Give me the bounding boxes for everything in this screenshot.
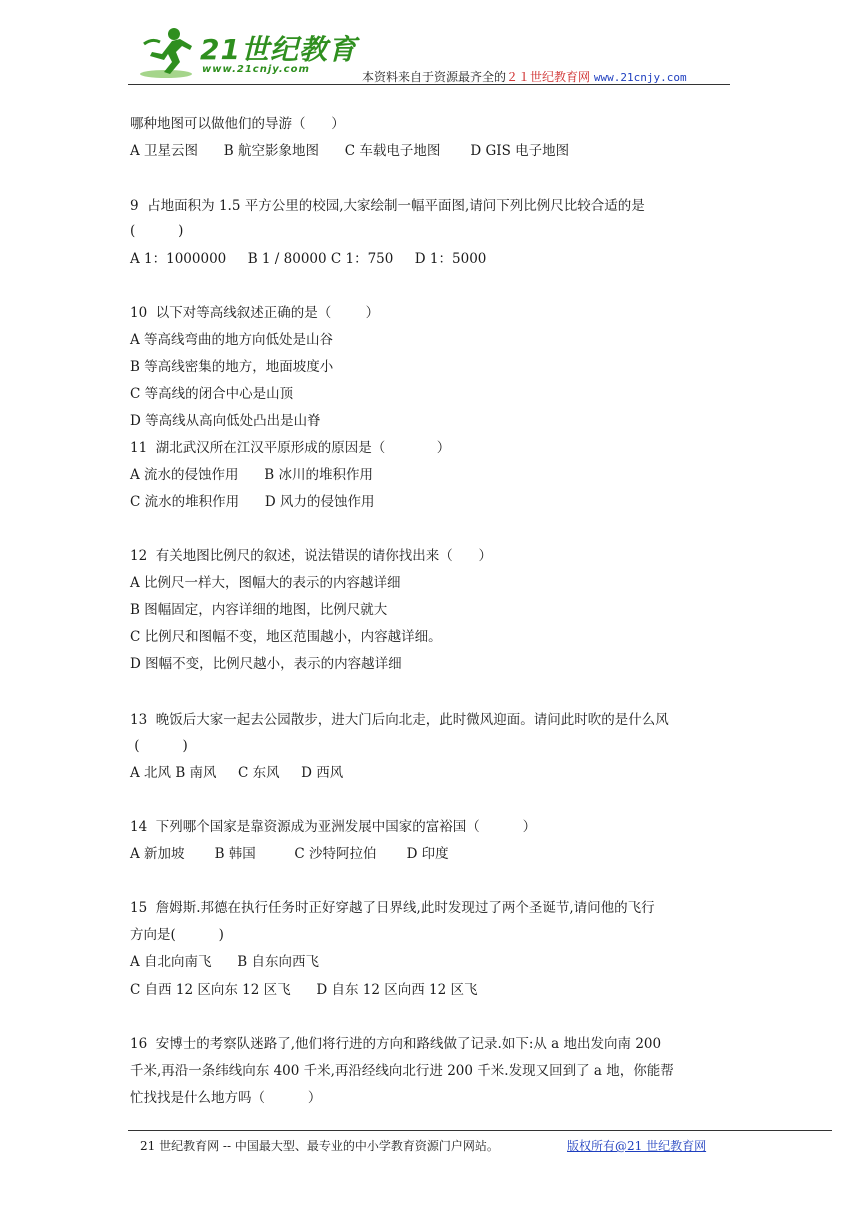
question-12-stem: 12 有关地图比例尺的叙述，说法错误的请你找出来（ ）	[130, 548, 493, 564]
question-11-stem: 11 湖北武汉所在江汉平原形成的原因是（ ）	[130, 440, 451, 456]
header-divider	[128, 84, 730, 85]
question-12-option-b: B 图幅固定，内容详细的地图，比例尺就大	[130, 602, 388, 618]
question-16-stem-end: 忙找找是什么地方吗（ ）	[130, 1090, 322, 1106]
running-figure-icon	[138, 24, 198, 80]
header-source-note	[362, 68, 687, 85]
question-14-options: A 新加坡 B 韩国 C 沙特阿拉伯 D 印度	[130, 846, 449, 862]
question-12-option-c: C 比例尺和图幅不变，地区范围越小，内容越详细。	[130, 629, 442, 645]
question-15-options-cd: C 自西 12 区向东 12 区飞 D 自东 12 区向西 12 区飞	[130, 982, 478, 998]
question-11-options-cd: C 流水的堆积作用 D 风力的侵蚀作用	[130, 494, 375, 510]
footer-divider	[128, 1130, 832, 1131]
question-8-stem-line: 哪种地图可以做他们的导游（ ）	[130, 116, 345, 132]
question-8-options: A 卫星云图 B 航空影象地图 C 车载电子地图 D GIS 电子地图	[130, 143, 570, 159]
question-13-answer-blank: ( )	[130, 738, 188, 754]
logo-brand-text: 21世纪教育	[200, 33, 357, 66]
question-9-options: A 1：1000000 B 1 / 80000 C 1：750 D 1：5000	[130, 251, 487, 267]
question-10-option-b: B 等高线密集的地方，地面坡度小	[130, 359, 334, 375]
question-15-stem-continued: 方向是( )	[130, 927, 224, 943]
question-15-options-ab: A 自北向南飞 B 自东向西飞	[130, 954, 319, 970]
question-12-option-a: A 比例尺一样大，图幅大的表示的内容越详细	[130, 575, 401, 591]
question-10-option-d: D 等高线从高向低处凸出是山脊	[130, 413, 321, 429]
question-9-answer-blank: ( )	[130, 223, 184, 239]
header-note-site-name[interactable]: ２１世纪教育网	[506, 70, 591, 84]
page-header	[0, 0, 860, 90]
question-10-option-a: A 等高线弯曲的地方向低处是山谷	[130, 332, 334, 348]
question-16-stem: 16 安博士的考察队迷路了,他们将行进的方向和路线做了记录.如下:从 a 地出发向南 200	[130, 1036, 662, 1052]
header-note-prefix: 本资料来自于资源最齐全的	[362, 70, 507, 84]
header-note-link[interactable]: www.21cnjy.com	[593, 71, 687, 84]
question-10-option-c: C 等高线的闭合中心是山顶	[130, 386, 294, 402]
question-13-stem: 13 晚饭后大家一起去公园散步，进大门后向北走，此时微风迎面。请问此时吹的是什么风	[130, 712, 669, 728]
question-15-stem: 15 詹姆斯.邦德在执行任务时正好穿越了日界线,此时发现过了两个圣诞节,请问他的飞行	[130, 900, 655, 916]
question-14-stem: 14 下列哪个国家是靠资源成为亚洲发展中国家的富裕国（ ）	[130, 819, 537, 835]
question-13-options: A 北风 B 南风 C 东风 D 西风	[130, 765, 344, 781]
question-16-stem-continued: 千米,再沿一条纬线向东 400 千米,再沿经线向北行进 200 千米.发现又回到了 a 地，你能帮	[130, 1063, 674, 1079]
question-9-stem: 9 占地面积为 1.5 平方公里的校园,大家绘制一幅平面图,请问下列比例尺比较合适的是	[130, 198, 645, 214]
logo-url-text: www.21cnjy.com	[202, 64, 310, 75]
site-logo[interactable]	[138, 24, 357, 82]
question-12-option-d: D 图幅不变，比例尺越小，表示的内容越详细	[130, 656, 402, 672]
question-10-stem: 10 以下对等高线叙述正确的是（ ）	[130, 305, 380, 321]
footer-copyright-link[interactable]: 版权所有@21 世纪教育网	[567, 1139, 707, 1153]
question-11-options-ab: A 流水的侵蚀作用 B 冰川的堆积作用	[130, 467, 373, 483]
footer-site-description: 21 世纪教育网 -- 中国最大型、最专业的中小学教育资源门户网站。	[140, 1139, 499, 1153]
